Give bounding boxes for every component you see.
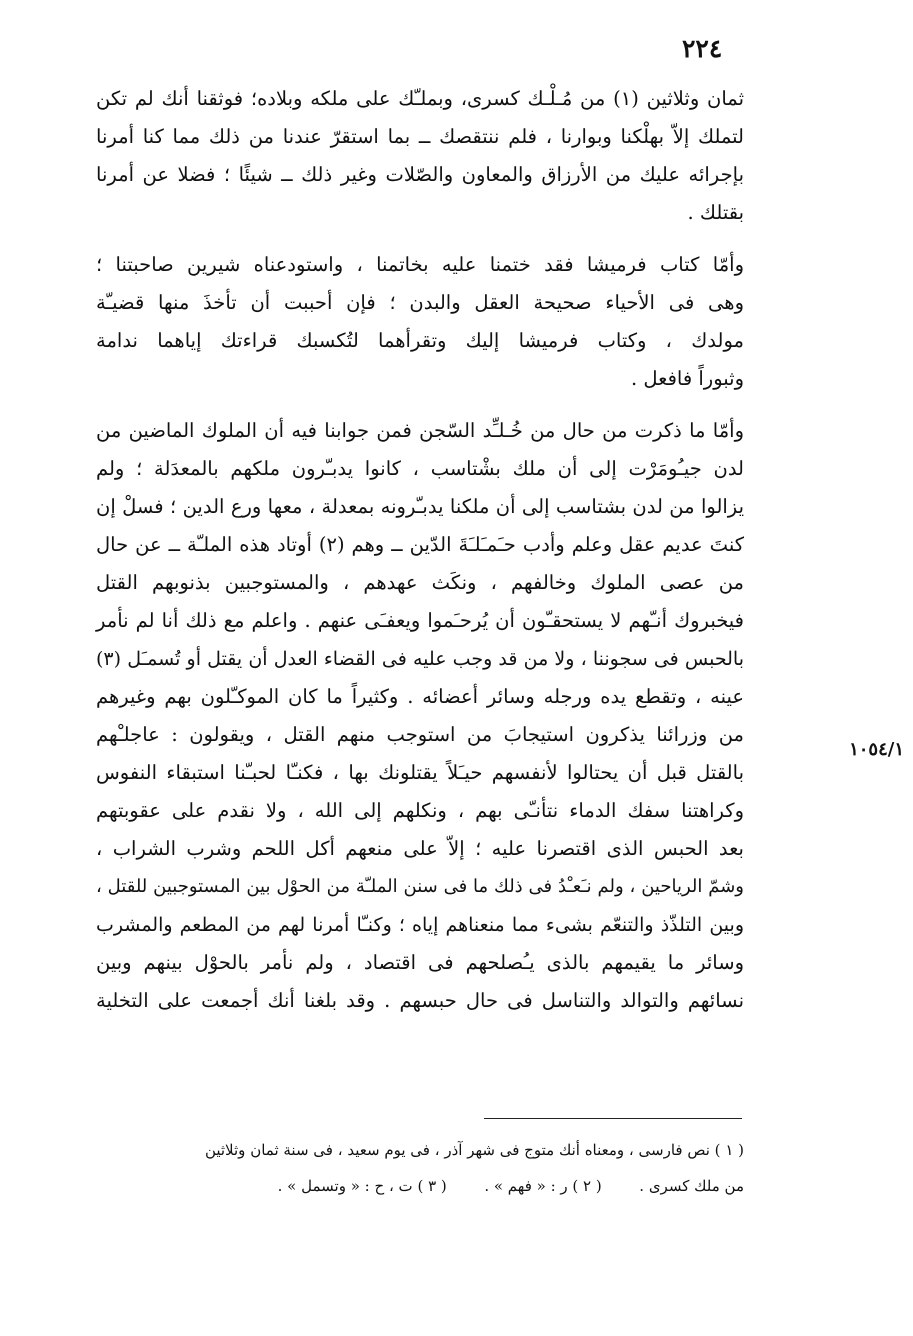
footnote-line <box>96 1168 744 1204</box>
text-line: مولدك ، وكتاب فرميشا إليك وتقرأهما لتُكسبك قراءتك إياهما ندامة <box>96 329 744 352</box>
text-line: يزالوا من لدن بشتاسب إلى أن ملكنا يدبـّرونه بمعدلة ، معها ورع الدين ؛ فسلْ إن <box>96 495 744 518</box>
paragraph-gap <box>96 232 744 246</box>
text-line: وأمّا كتاب فرميشا فقد ختمنا عليه بخاتمنا ، واستودعناه شيرين صاحبتنا ؛ <box>96 253 744 276</box>
text-line: وسائر ما يقيمهم بالذى يـُصلحهم فى اقتصاد ، ولم نأمر بالحوْل بينهم وبين <box>96 951 744 974</box>
text-line: ثمان وثلاثين (١) من مُـلْـك كسرى، وبملـّك على ملكه وبلاده؛ فوثقنا أنك لم تكن <box>96 87 744 110</box>
footnote-1: ( ١ ) نص فارسى ، ومعناه أنك متوج فى شهر آذر ، فى يوم سعيد ، فى سنة ثمان وثلاثين <box>204 1141 744 1159</box>
footnote-3: ( ٣ ) ت ، ح : « وتسمل » . <box>277 1177 447 1195</box>
text-line: وثبوراً فافعل . <box>631 367 744 390</box>
text-line: بإجرائه عليك من الأرزاق والمعاون والصّلات وغير ذلك ــ شيئًا ؛ فضلا عن أمرنا <box>96 163 744 186</box>
text-line: لتملك إلاّ بهلْكنا وبوارنا ، فلم ننتقصك ــ بما استقرّ عندنا من ذلك مما كنا أمرنا <box>96 125 744 148</box>
text-line: بعد الحبس الذى اقتصرنا عليه ؛ إلاّ على منعهم أكل اللحم وشرب الشراب ، <box>96 837 744 860</box>
text-line: وبين التلذّذ والتنعّم بشىء مما منعناهم إياه ؛ وكنـّا أمرنا لهم من المطعم والمشرب <box>96 914 744 936</box>
text-line: بالقتل قبل أن يحتالوا لأنفسهم حيـَلاً يقتلونك بها ، فكنـّا لحبـّنا استبقاء النفوس <box>96 761 744 784</box>
body-text <box>96 80 744 1020</box>
paragraph <box>96 80 744 232</box>
footnotes <box>96 1132 744 1204</box>
text-line: كنتَ عديم عقل وعلم وأدب حـَمـَلـَةَ الدّين ــ وهم (٢) أوتاد هذه الملـّة ــ عن حال <box>96 533 744 556</box>
text-line: لدن جيـُومَرْت إلى أن ملك بشْتاسب ، كانوا يدبـّرون ملكهم بالمعدَلة ؛ ولم <box>96 457 744 480</box>
text-line: نسائهم والتوالد والتناسل فى حال حبسهم . وقد بلغنا أنك أجمعت على التخلية <box>96 989 744 1012</box>
paragraph <box>96 412 744 1020</box>
footnote-2: ( ٢ ) ر : « فهم » . <box>484 1177 602 1195</box>
margin-reference-number: ١٠٥٤/١ <box>849 739 904 760</box>
footnote-line <box>96 1132 744 1168</box>
text-line: وأمّا ما ذكرت من حال من خُـلـِّد السّجن فمن جوابنا فيه أن الملوك الماضين من <box>96 419 744 442</box>
text-line: من وزرائنا يذكرون استيجابَ من استوجب منهم القتل ، ويقولون : عاجلـْهم <box>96 723 744 746</box>
text-line: بالحبس فى سجوننا ، ولا من قد وجب عليه فى القضاء العدل أن يقتل أو تُسمـَل (٣) <box>96 648 744 670</box>
text-line: فيخبروك أنـّهم لا يستحقـّون أن يُرحـَموا ويعفـَى عنهم . واعلم مع ذلك أنا لم نأمر <box>96 609 744 632</box>
text-line: وشمّ الرياحين ، ولم نـَعـْدُ فى ذلك ما فى سنن الملـّة من الحوْل بين المستوجبين للقتل ، <box>96 876 744 897</box>
text-line: وكراهتنا سفك الدماء نتأنـّى بهم ، ونكلهم إلى الله ، ولا نقدم على عقوبتهم <box>96 799 744 822</box>
text-line: من عصى الملوك وخالفهم ، ونكَث عهدهم ، والمستوجبين بذنوبهم القتل <box>96 571 744 594</box>
text-line: بقتلك . <box>687 201 744 224</box>
footnote-1-continued: من ملك كسرى . <box>639 1177 744 1195</box>
paragraph-gap <box>96 398 744 412</box>
page-number: ٢٢٤ <box>682 34 723 63</box>
text-line: وهى فى الأحياء صحيحة العقل والبدن ؛ فإن أحببت أن تأخذَ منها قضيـّة <box>96 291 744 314</box>
text-line: عينه ، وتقطع يده ورجله وسائر أعضائه . وكثيراً ما كان الموكـّلون بهم وغيرهم <box>96 685 744 708</box>
footnote-divider <box>484 1118 742 1119</box>
paragraph <box>96 246 744 398</box>
